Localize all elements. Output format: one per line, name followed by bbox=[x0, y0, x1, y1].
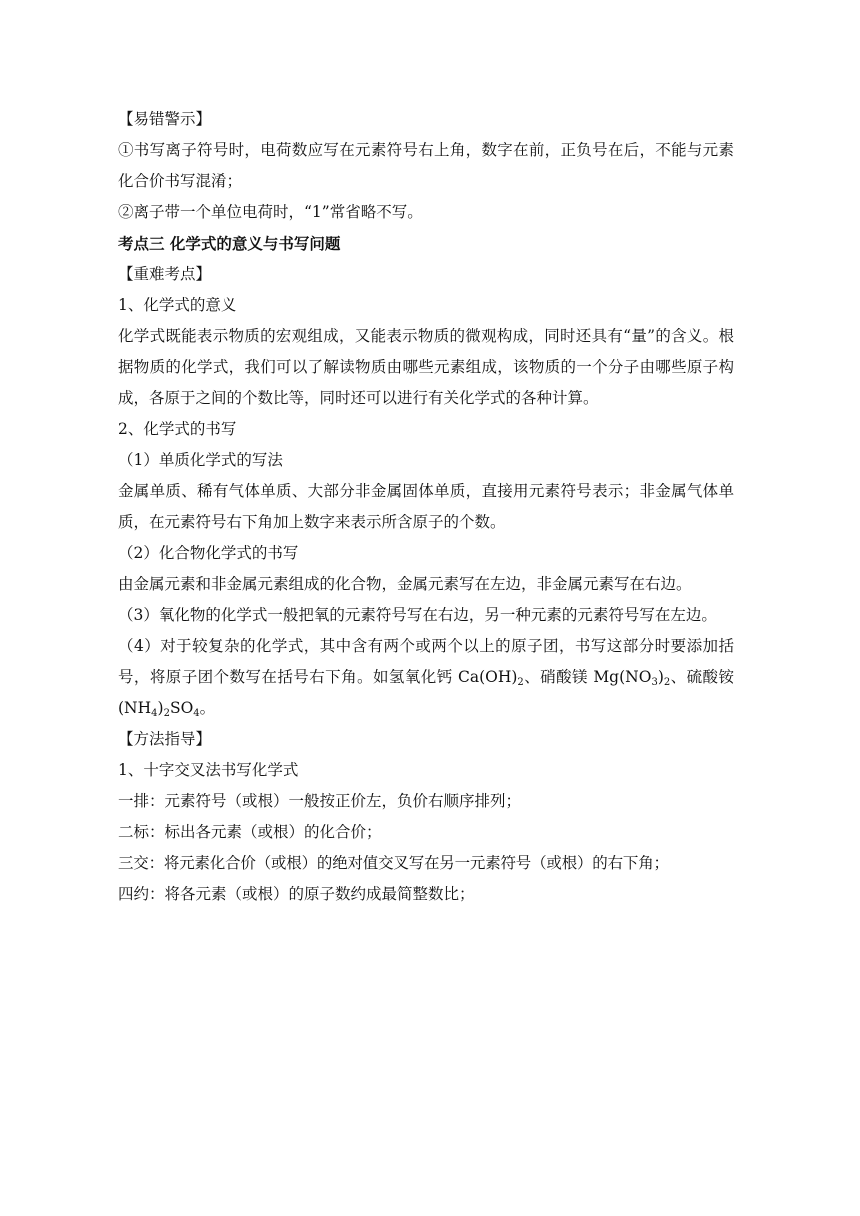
subsection-4-paragraph bbox=[118, 631, 734, 724]
subscript: 2 bbox=[517, 677, 524, 688]
key-points-heading: 【重难考点】 bbox=[118, 265, 212, 283]
method-step-1: 一排：元素符号（或根）一般按正价左，负价右顺序排列； bbox=[118, 792, 522, 810]
section-title: 考点三 化学式的意义与书写问题 bbox=[118, 234, 341, 253]
writing-title: 2、化学式的书写 bbox=[118, 420, 237, 438]
text-run: 。 bbox=[199, 699, 216, 717]
subscript: 4 bbox=[193, 708, 200, 719]
text-run: ) bbox=[157, 699, 164, 717]
method-title: 1、十字交叉法书写化学式 bbox=[118, 761, 299, 779]
text-run: 、硝酸镁 Mg(NO bbox=[523, 668, 652, 686]
text-run: SO bbox=[169, 699, 194, 717]
method-heading: 【方法指导】 bbox=[118, 730, 212, 748]
warning-item-1: ①书写离子符号时，电荷数应写在元素符号右上角，数字在前，正负号在后，不能与元素化合价书写混淆； bbox=[118, 141, 734, 190]
subscript: 3 bbox=[651, 677, 658, 688]
document-page bbox=[118, 104, 734, 910]
subscript: 4 bbox=[151, 708, 158, 719]
warning-item-2: ②离子带一个单位电荷时，“1”常省略不写。 bbox=[118, 203, 423, 221]
meaning-paragraph: 化学式既能表示物质的宏观组成，又能表示物质的微观构成，同时还具有“量”的含义。根据物质的化学式，我们可以了解读物质由哪些元素组成，该物质的一个分子由哪些原子构成，各原于之间的个数比等，同时还可以进行有关化学式的各种计算。 bbox=[118, 327, 734, 407]
text-run: （4）对于较复杂的化学式，其中含有两个或两个以上的原子团，书写这部分时要添加括号，将原子团个数写在括号右下角。如氢氧化钙 Ca(OH) bbox=[118, 637, 734, 686]
subsection-2-paragraph: 由金属元素和非金属元素组成的化合物，金属元素写在左边，非金属元素写在右边。 bbox=[118, 575, 692, 593]
subsection-1-title: （1）单质化学式的写法 bbox=[118, 451, 283, 469]
subsection-3-paragraph: （3）氧化物的化学式一般把氧的元素符号写在右边，另一种元素的元素符号写在左边。 bbox=[118, 606, 717, 624]
method-step-4: 四约：将各元素（或根）的原子数约成最简整数比； bbox=[118, 885, 475, 903]
method-step-3: 三交：将元素化合价（或根）的绝对值交叉写在另一元素符号（或根）的右下角； bbox=[118, 854, 669, 872]
subscript: 2 bbox=[163, 708, 170, 719]
method-step-2: 二标：标出各元素（或根）的化合价； bbox=[118, 823, 382, 841]
subsection-2-title: （2）化合物化学式的书写 bbox=[118, 544, 299, 562]
text-run: ) bbox=[657, 668, 664, 686]
warning-heading: 【易错警示】 bbox=[118, 110, 212, 128]
subscript: 2 bbox=[663, 677, 671, 688]
subsection-1-paragraph: 金属单质、稀有气体单质、大部分非金属固体单质，直接用元素符号表示；非金属气体单质，在元素符号右下角加上数字来表示所含原子的个数。 bbox=[118, 482, 734, 531]
meaning-title: 1、化学式的意义 bbox=[118, 296, 237, 314]
text-run: 、硫酸铵(NH bbox=[118, 668, 734, 717]
